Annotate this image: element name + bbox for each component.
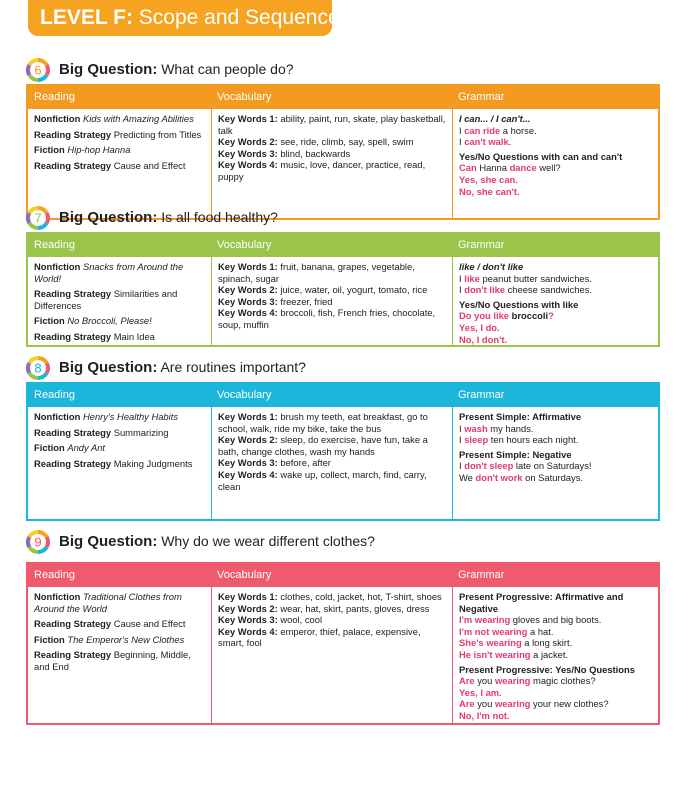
- unit-number-badge: [26, 530, 50, 554]
- reading-key: Reading Strategy: [34, 159, 112, 171]
- grammar-text: I: [459, 460, 465, 472]
- grammar-example: [459, 710, 652, 722]
- grammar-column: [452, 257, 658, 345]
- big-question-label: Big Question:: [59, 533, 158, 550]
- vocab-words: sleep, do exercise, have fun, take a bath, change clothes, wash my hands: [218, 434, 428, 457]
- reading-entry: [34, 634, 205, 646]
- table-body: [28, 109, 658, 218]
- reading-value: Andy Ant: [67, 442, 106, 454]
- grammar-highlight: I'm not wearing: [459, 625, 528, 637]
- vocab-entry: [218, 434, 446, 457]
- vocab-words: broccoli, fish, French fries, chocolate, soup, muffin: [218, 307, 436, 330]
- vocab-entry: [218, 113, 446, 136]
- reading-value: Snacks from Around the World!: [34, 261, 184, 284]
- reading-value: Cause and Effect: [113, 618, 186, 630]
- vocab-words: blind, backwards: [280, 147, 351, 159]
- vocab-key: Key Words 3:: [218, 147, 278, 159]
- grammar-example: [459, 649, 652, 661]
- grammar-highlight: Do you like: [459, 310, 510, 322]
- page-banner: [28, 0, 340, 36]
- banner-subtitle: Scope and Sequence: [138, 6, 340, 29]
- vocab-key: Key Words 2:: [218, 284, 278, 296]
- scope-table: [26, 562, 660, 725]
- unit-number: 7: [34, 210, 42, 226]
- grammar-text: peanut butter sandwiches.: [479, 272, 592, 284]
- reading-entry: [34, 331, 205, 343]
- vocab-key: Key Words 3:: [218, 457, 278, 469]
- reading-value: Beginning, Middle, and End: [34, 649, 191, 672]
- reading-entry: [34, 261, 205, 284]
- col-header-reading: Reading: [34, 91, 75, 103]
- grammar-highlight: ?: [548, 310, 554, 322]
- grammar-example: [459, 637, 652, 649]
- reading-key: Reading Strategy: [34, 618, 112, 630]
- reading-entry: [34, 160, 205, 172]
- grammar-text: you: [474, 698, 495, 710]
- col-header-reading: Reading: [34, 239, 75, 251]
- grammar-heading: [459, 151, 652, 163]
- vocab-key: Key Words 4:: [218, 625, 278, 637]
- level-label: LEVEL F:: [40, 6, 133, 29]
- vocab-entry: [218, 261, 446, 284]
- col-header-grammar: Grammar: [458, 569, 505, 581]
- vocab-key: Key Words 1:: [218, 113, 278, 124]
- grammar-example: [459, 460, 652, 472]
- grammar-example: [459, 186, 652, 198]
- grammar-column: [452, 109, 658, 218]
- vocab-words: before, after: [280, 457, 331, 469]
- reading-key: Reading Strategy: [34, 288, 112, 300]
- table-header: [28, 564, 658, 587]
- grammar-example: [459, 614, 652, 626]
- vocab-entry: [218, 159, 446, 182]
- grammar-highlight: can't walk: [464, 136, 509, 148]
- reading-key: Reading Strategy: [34, 128, 112, 140]
- vocab-key: Key Words 1:: [218, 411, 278, 422]
- unit-number: 9: [34, 534, 42, 550]
- grammar-highlight: Yes, she can.: [459, 173, 518, 185]
- col-header-vocabulary: Vocabulary: [217, 91, 272, 103]
- reading-entry: [34, 442, 205, 454]
- grammar-text: my hands.: [487, 422, 534, 434]
- reading-entry: [34, 113, 205, 125]
- reading-key: Nonfiction: [34, 113, 81, 124]
- unit-header: [26, 206, 660, 232]
- reading-key: Fiction: [34, 315, 65, 327]
- grammar-text: broccoli: [511, 310, 549, 322]
- reading-value: Predicting from Titles: [113, 128, 202, 140]
- grammar-highlight: Can: [459, 162, 477, 174]
- grammar-example: [459, 136, 652, 148]
- grammar-text: a hat.: [527, 625, 554, 637]
- vocab-words: ability, paint, run, skate, play basketball, talk: [218, 113, 446, 136]
- col-header-grammar: Grammar: [458, 91, 505, 103]
- vocab-entry: [218, 469, 446, 492]
- reading-value: Hip-hop Hanna: [67, 144, 131, 156]
- grammar-highlight: Yes, I am.: [459, 686, 502, 698]
- grammar-text: gloves and big boots.: [510, 614, 602, 626]
- grammar-text: a long skirt.: [521, 637, 573, 649]
- reading-column: [28, 257, 211, 345]
- grammar-highlight: don't sleep: [464, 460, 514, 472]
- col-header-reading: Reading: [34, 569, 75, 581]
- grammar-heading-text: Present Progressive: Yes/No Questions: [459, 663, 635, 675]
- reading-value: Making Judgments: [113, 457, 193, 469]
- big-question-label-bold: [59, 61, 157, 78]
- vocab-words: wake up, collect, march, find, carry, clean: [218, 468, 427, 492]
- big-question-label: Big Question:: [59, 61, 158, 78]
- col-header-grammar: Grammar: [458, 239, 505, 251]
- grammar-text: Hanna: [476, 162, 510, 174]
- vocab-words: brush my teeth, eat breakfast, go to school, walk, ride my bike, take the bus: [218, 411, 428, 434]
- table-body: [28, 257, 658, 345]
- reading-column: [28, 587, 211, 723]
- grammar-example: [459, 472, 652, 484]
- grammar-example: [459, 284, 652, 296]
- scope-table: [26, 232, 660, 347]
- grammar-column: [452, 587, 658, 723]
- vocab-entry: [218, 411, 446, 434]
- grammar-text: well?: [536, 162, 561, 174]
- grammar-heading: [459, 664, 652, 676]
- vocab-key: Key Words 1:: [218, 261, 278, 272]
- grammar-example: [459, 434, 652, 446]
- grammar-example: [459, 310, 652, 322]
- grammar-example: [459, 125, 652, 137]
- reading-value: No Broccoli, Please!: [67, 315, 152, 327]
- reading-entry: [34, 427, 205, 439]
- vocab-key: Key Words 3:: [218, 295, 278, 307]
- grammar-highlight: I'm wearing: [459, 614, 511, 626]
- grammar-heading: [459, 591, 652, 614]
- grammar-example: [459, 273, 652, 285]
- vocab-entry: [218, 603, 446, 615]
- vocabulary-column: [211, 109, 452, 218]
- grammar-text: on Saturdays.: [522, 471, 583, 483]
- unit-header: [26, 530, 660, 556]
- grammar-example: [459, 322, 652, 334]
- vocab-key: Key Words 4:: [218, 468, 278, 480]
- grammar-example: [459, 162, 652, 174]
- grammar-example: [459, 334, 652, 346]
- reading-key: Reading Strategy: [34, 330, 112, 342]
- vocab-entry: [218, 457, 446, 469]
- vocab-words: emperor, thief, palace, expensive, smart, fool: [218, 625, 421, 649]
- big-question: [59, 209, 278, 226]
- grammar-text: a jacket.: [530, 648, 569, 660]
- vocab-words: fruit, banana, grapes, vegetable, spinach, sugar: [218, 261, 415, 284]
- reading-entry: [34, 591, 205, 614]
- vocab-words: music, love, dancer, practice, read, puppy: [218, 159, 426, 182]
- reading-value: The Emperor's New Clothes: [67, 633, 185, 645]
- grammar-text: a horse.: [500, 124, 537, 136]
- vocab-key: Key Words 2:: [218, 136, 278, 148]
- unit-number: 6: [34, 62, 42, 78]
- unit-number: 8: [34, 360, 42, 376]
- grammar-text: We: [459, 471, 476, 483]
- grammar-text: I: [459, 136, 465, 148]
- vocab-entry: [218, 591, 446, 603]
- vocab-entry: [218, 136, 446, 148]
- scope-table: [26, 84, 660, 220]
- grammar-highlight: Yes, I do.: [459, 321, 500, 333]
- grammar-text: .: [508, 136, 512, 148]
- grammar-heading: [459, 449, 652, 461]
- unit-number-badge: [26, 58, 50, 82]
- reading-entry: [34, 618, 205, 630]
- big-question-text: Are routines important?: [160, 359, 306, 375]
- grammar-highlight: don't work: [475, 471, 523, 483]
- grammar-text: I: [459, 434, 465, 446]
- reading-column: [28, 109, 211, 218]
- grammar-column: [452, 407, 658, 519]
- grammar-heading-text: Present Simple: Affirmative: [459, 411, 582, 422]
- grammar-example: [459, 687, 652, 699]
- big-question-label-bold: [59, 209, 157, 226]
- vocab-entry: [218, 307, 446, 330]
- vocab-key: Key Words 4:: [218, 159, 278, 171]
- grammar-highlight: He isn't wearing: [459, 648, 531, 660]
- grammar-highlight: don't like: [464, 284, 505, 296]
- vocab-entry: [218, 626, 446, 649]
- unit-header: [26, 58, 660, 84]
- grammar-text: you: [474, 675, 495, 687]
- reading-entry: [34, 649, 205, 672]
- reading-key: Nonfiction: [34, 411, 81, 422]
- grammar-highlight: Are: [459, 675, 475, 687]
- grammar-example: [459, 675, 652, 687]
- col-header-vocabulary: Vocabulary: [217, 389, 272, 401]
- col-header-vocabulary: Vocabulary: [217, 239, 272, 251]
- reading-key: Reading Strategy: [34, 457, 112, 469]
- unit-number-badge: [26, 206, 50, 230]
- col-header-grammar: Grammar: [458, 389, 505, 401]
- vocabulary-column: [211, 407, 452, 519]
- big-question-label: Big Question:: [59, 359, 158, 376]
- reading-value: Henry's Healthy Habits: [82, 411, 179, 422]
- grammar-heading: [459, 113, 652, 125]
- reading-key: Nonfiction: [34, 261, 81, 272]
- reading-value: Kids with Amazing Abilities: [82, 113, 194, 124]
- grammar-highlight: wearing: [494, 698, 531, 710]
- grammar-heading-text: Present Progressive: Affirmative and Negative: [459, 591, 624, 614]
- grammar-highlight: She's wearing: [459, 637, 522, 649]
- table-header: [28, 234, 658, 257]
- big-question-label-bold: [59, 359, 157, 376]
- vocab-key: Key Words 1:: [218, 591, 278, 602]
- reading-key: Fiction: [34, 633, 65, 645]
- grammar-text: I: [459, 124, 465, 136]
- vocab-entry: [218, 614, 446, 626]
- grammar-highlight: Are: [459, 698, 475, 710]
- unit-header: [26, 356, 660, 382]
- reading-entry: [34, 315, 205, 327]
- grammar-heading-text: I can... / I can't...: [459, 113, 531, 124]
- col-header-reading: Reading: [34, 389, 75, 401]
- reading-value: Traditional Clothes from Around the World: [34, 591, 182, 614]
- reading-entry: [34, 144, 205, 156]
- grammar-highlight: wash: [464, 422, 488, 434]
- vocab-key: Key Words 2:: [218, 602, 278, 614]
- grammar-heading-text: like / don't like: [459, 261, 524, 272]
- grammar-highlight: No, I don't.: [459, 333, 508, 345]
- big-question-label: Big Question:: [59, 209, 158, 226]
- grammar-heading: [459, 299, 652, 311]
- grammar-heading-text: Yes/No Questions with can and can't: [459, 150, 623, 162]
- reading-key: Fiction: [34, 442, 65, 454]
- reading-key: Reading Strategy: [34, 426, 112, 438]
- reading-value: Cause and Effect: [113, 159, 186, 171]
- table-body: [28, 587, 658, 723]
- grammar-example: [459, 423, 652, 435]
- grammar-text: late on Saturdays!: [513, 460, 592, 472]
- grammar-highlight: No, she can't.: [459, 185, 520, 197]
- grammar-example: [459, 174, 652, 186]
- reading-value: Summarizing: [113, 426, 169, 438]
- big-question: [59, 359, 306, 376]
- vocab-entry: [218, 296, 446, 308]
- grammar-highlight: wearing: [494, 675, 531, 687]
- vocab-words: clothes, cold, jacket, hot, T-shirt, shoes: [280, 591, 442, 602]
- vocabulary-column: [211, 257, 452, 345]
- grammar-text: magic clothes?: [530, 675, 596, 687]
- reading-key: Fiction: [34, 144, 65, 156]
- reading-key: Reading Strategy: [34, 649, 112, 661]
- reading-entry: [34, 288, 205, 311]
- grammar-highlight: can ride: [464, 124, 501, 136]
- scope-table: [26, 382, 660, 521]
- grammar-text: your new clothes?: [530, 698, 609, 710]
- vocab-words: wear, hat, skirt, pants, gloves, dress: [280, 602, 430, 614]
- big-question: [59, 61, 294, 78]
- vocab-words: freezer, fried: [280, 295, 333, 307]
- grammar-text: I: [459, 272, 465, 284]
- big-question-text: What can people do?: [161, 61, 294, 77]
- table-header: [28, 86, 658, 109]
- vocab-key: Key Words 2:: [218, 434, 278, 446]
- big-question-text: Is all food healthy?: [161, 209, 278, 225]
- grammar-text: cheese sandwiches.: [505, 284, 593, 296]
- reading-entry: [34, 411, 205, 423]
- reading-entry: [34, 458, 205, 470]
- reading-entry: [34, 129, 205, 141]
- grammar-highlight: like: [464, 272, 480, 284]
- grammar-example: [459, 626, 652, 638]
- vocab-key: Key Words 3:: [218, 614, 278, 626]
- big-question: [59, 533, 375, 550]
- big-question-label-bold: [59, 533, 157, 550]
- grammar-highlight: dance: [509, 162, 537, 174]
- vocab-key: Key Words 4:: [218, 307, 278, 319]
- grammar-highlight: No, I'm not.: [459, 709, 510, 721]
- col-header-vocabulary: Vocabulary: [217, 569, 272, 581]
- grammar-text: I: [459, 284, 465, 296]
- grammar-example: [459, 698, 652, 710]
- vocab-words: see, ride, climb, say, spell, swim: [280, 136, 414, 148]
- vocab-entry: [218, 284, 446, 296]
- vocab-entry: [218, 148, 446, 160]
- vocabulary-column: [211, 587, 452, 723]
- grammar-heading-text: Present Simple: Negative: [459, 448, 572, 460]
- unit-number-badge: [26, 356, 50, 380]
- grammar-heading: [459, 261, 652, 273]
- big-question-text: Why do we wear different clothes?: [161, 533, 375, 549]
- table-header: [28, 384, 658, 407]
- vocab-words: wool, cool: [280, 614, 323, 626]
- grammar-heading: [459, 411, 652, 423]
- grammar-text: ten hours each night.: [488, 434, 579, 446]
- grammar-text: I: [459, 422, 465, 434]
- vocab-words: juice, water, oil, yogurt, tomato, rice: [280, 284, 428, 296]
- table-body: [28, 407, 658, 519]
- reading-column: [28, 407, 211, 519]
- reading-key: Nonfiction: [34, 591, 81, 602]
- reading-value: Main Idea: [113, 330, 155, 342]
- grammar-highlight: sleep: [464, 434, 489, 446]
- reading-value: Similarities and Differences: [34, 288, 178, 311]
- grammar-heading-text: Yes/No Questions with like: [459, 298, 579, 310]
